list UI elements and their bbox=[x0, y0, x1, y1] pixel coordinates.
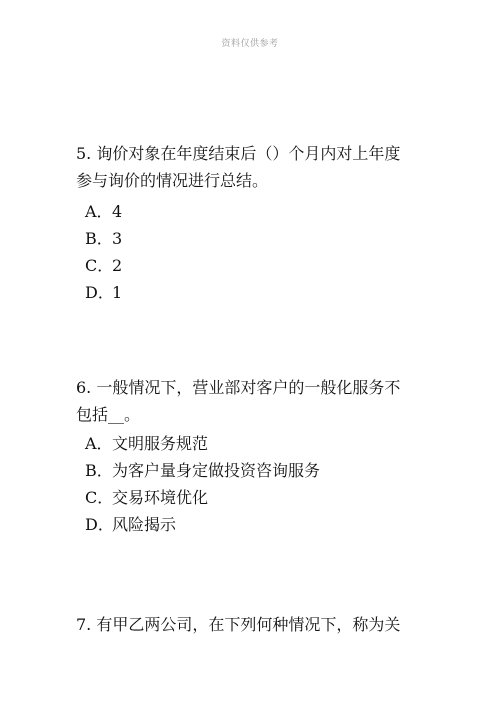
question-stem-line: 包括__。 bbox=[76, 405, 141, 424]
question-stem bbox=[76, 611, 436, 638]
option-c bbox=[85, 484, 436, 511]
question-5 bbox=[76, 140, 436, 306]
question-stem bbox=[76, 140, 436, 194]
option-letter: A． bbox=[85, 202, 113, 221]
option-letter: C． bbox=[85, 256, 114, 275]
option-text: 为客户量身定做投资咨询服务 bbox=[112, 461, 321, 480]
question-stem-line: 6. 一般情况下，营业部对客户的一般化服务不 bbox=[76, 378, 401, 397]
question-7 bbox=[76, 611, 436, 638]
header-note: 资料仅供参考 bbox=[221, 39, 279, 49]
option-letter: D． bbox=[85, 283, 114, 302]
option-letter: C． bbox=[85, 488, 114, 507]
option-d bbox=[85, 511, 436, 538]
question-stem bbox=[76, 374, 436, 428]
question-stem-line: 7. 有甲乙两公司，在下列何种情况下，称为关 bbox=[76, 615, 401, 634]
option-list bbox=[76, 430, 436, 538]
option-text: 交易环境优化 bbox=[112, 488, 209, 507]
option-text: 1 bbox=[112, 283, 123, 302]
option-letter: A． bbox=[85, 434, 113, 453]
question-stem-line: 参与询价的情况进行总结。 bbox=[76, 171, 269, 190]
option-letter: B． bbox=[85, 461, 113, 480]
option-text: 2 bbox=[112, 256, 123, 275]
option-a bbox=[85, 198, 436, 225]
option-c bbox=[85, 252, 436, 279]
option-text: 4 bbox=[112, 202, 123, 221]
option-text: 风险揭示 bbox=[112, 515, 177, 534]
question-stem-line: 5. 询价对象在年度结束后（）个月内对上年度 bbox=[76, 144, 401, 163]
option-b bbox=[85, 225, 436, 252]
option-text: 文明服务规范 bbox=[112, 434, 209, 453]
question-6 bbox=[76, 374, 436, 538]
option-text: 3 bbox=[112, 229, 123, 248]
option-letter: D． bbox=[85, 515, 114, 534]
option-b bbox=[85, 457, 436, 484]
option-letter: B． bbox=[85, 229, 113, 248]
option-d bbox=[85, 279, 436, 306]
option-list bbox=[76, 198, 436, 306]
option-a bbox=[85, 430, 436, 457]
